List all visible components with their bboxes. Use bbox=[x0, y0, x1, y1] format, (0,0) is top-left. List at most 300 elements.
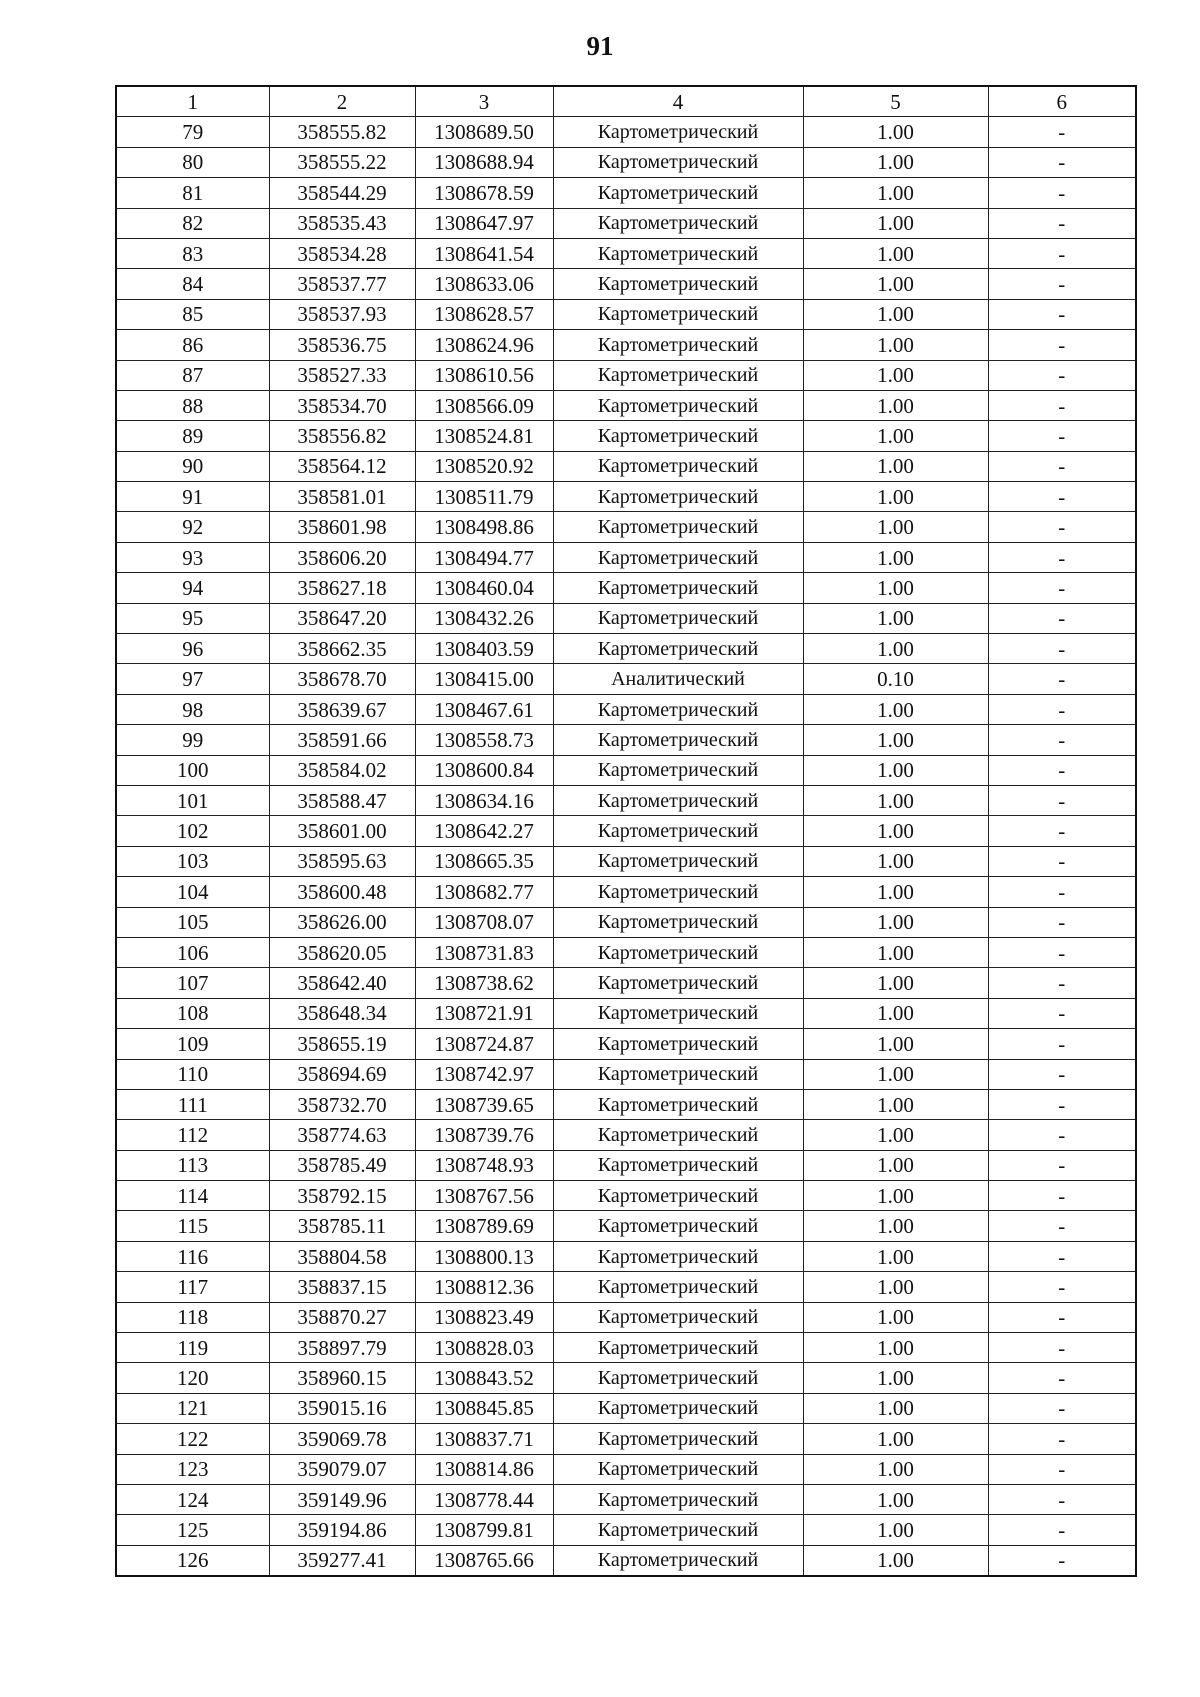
point-number-cell: 107 bbox=[116, 968, 269, 998]
x-coordinate-cell: 359015.16 bbox=[269, 1393, 415, 1423]
y-coordinate-cell: 1308739.76 bbox=[415, 1120, 553, 1150]
method-cell: Картометрический bbox=[553, 512, 803, 542]
table-row bbox=[116, 1515, 1136, 1545]
accuracy-cell: 1.00 bbox=[803, 1059, 988, 1089]
y-coordinate-cell: 1308566.09 bbox=[415, 390, 553, 420]
accuracy-cell: 1.00 bbox=[803, 1089, 988, 1119]
accuracy-cell: 1.00 bbox=[803, 1211, 988, 1241]
accuracy-cell: 1.00 bbox=[803, 968, 988, 998]
method-cell: Картометрический bbox=[553, 421, 803, 451]
table-row bbox=[116, 907, 1136, 937]
point-number-cell: 82 bbox=[116, 208, 269, 238]
accuracy-cell: 1.00 bbox=[803, 755, 988, 785]
point-number-cell: 90 bbox=[116, 451, 269, 481]
x-coordinate-cell: 358678.70 bbox=[269, 664, 415, 694]
x-coordinate-cell: 358535.43 bbox=[269, 208, 415, 238]
accuracy-cell: 1.00 bbox=[803, 1515, 988, 1545]
method-cell: Картометрический bbox=[553, 816, 803, 846]
note-cell: - bbox=[988, 1515, 1136, 1545]
note-cell: - bbox=[988, 877, 1136, 907]
x-coordinate-cell: 358647.20 bbox=[269, 603, 415, 633]
note-cell: - bbox=[988, 299, 1136, 329]
y-coordinate-cell: 1308498.86 bbox=[415, 512, 553, 542]
point-number-cell: 125 bbox=[116, 1515, 269, 1545]
accuracy-cell: 1.00 bbox=[803, 330, 988, 360]
note-cell: - bbox=[988, 451, 1136, 481]
note-cell: - bbox=[988, 573, 1136, 603]
table-row bbox=[116, 482, 1136, 512]
method-cell: Картометрический bbox=[553, 1393, 803, 1423]
method-cell: Картометрический bbox=[553, 1181, 803, 1211]
method-cell: Картометрический bbox=[553, 634, 803, 664]
method-cell: Картометрический bbox=[553, 542, 803, 572]
point-number-cell: 126 bbox=[116, 1545, 269, 1576]
y-coordinate-cell: 1308814.86 bbox=[415, 1454, 553, 1484]
table-row bbox=[116, 573, 1136, 603]
table-row bbox=[116, 846, 1136, 876]
y-coordinate-cell: 1308799.81 bbox=[415, 1515, 553, 1545]
column-header-1: 1 bbox=[116, 86, 269, 117]
note-cell: - bbox=[988, 603, 1136, 633]
point-number-cell: 113 bbox=[116, 1150, 269, 1180]
x-coordinate-cell: 358556.82 bbox=[269, 421, 415, 451]
point-number-cell: 121 bbox=[116, 1393, 269, 1423]
table-row bbox=[116, 1424, 1136, 1454]
point-number-cell: 96 bbox=[116, 634, 269, 664]
table-row bbox=[116, 208, 1136, 238]
point-number-cell: 106 bbox=[116, 937, 269, 967]
table-row bbox=[116, 998, 1136, 1028]
point-number-cell: 79 bbox=[116, 117, 269, 147]
y-coordinate-cell: 1308748.93 bbox=[415, 1150, 553, 1180]
x-coordinate-cell: 358536.75 bbox=[269, 330, 415, 360]
method-cell: Картометрический bbox=[553, 1545, 803, 1576]
method-cell: Картометрический bbox=[553, 937, 803, 967]
method-cell: Картометрический bbox=[553, 451, 803, 481]
table-header-row bbox=[116, 86, 1136, 117]
point-number-cell: 120 bbox=[116, 1363, 269, 1393]
point-number-cell: 93 bbox=[116, 542, 269, 572]
y-coordinate-cell: 1308724.87 bbox=[415, 1029, 553, 1059]
x-coordinate-cell: 358564.12 bbox=[269, 451, 415, 481]
x-coordinate-cell: 358600.48 bbox=[269, 877, 415, 907]
point-number-cell: 114 bbox=[116, 1181, 269, 1211]
x-coordinate-cell: 358732.70 bbox=[269, 1089, 415, 1119]
x-coordinate-cell: 358642.40 bbox=[269, 968, 415, 998]
table-row bbox=[116, 1363, 1136, 1393]
accuracy-cell: 1.00 bbox=[803, 573, 988, 603]
x-coordinate-cell: 358792.15 bbox=[269, 1181, 415, 1211]
accuracy-cell: 0.10 bbox=[803, 664, 988, 694]
accuracy-cell: 1.00 bbox=[803, 1363, 988, 1393]
method-cell: Картометрический bbox=[553, 482, 803, 512]
x-coordinate-cell: 358897.79 bbox=[269, 1333, 415, 1363]
point-number-cell: 87 bbox=[116, 360, 269, 390]
y-coordinate-cell: 1308721.91 bbox=[415, 998, 553, 1028]
note-cell: - bbox=[988, 937, 1136, 967]
method-cell: Картометрический bbox=[553, 390, 803, 420]
y-coordinate-cell: 1308708.07 bbox=[415, 907, 553, 937]
note-cell: - bbox=[988, 1545, 1136, 1576]
note-cell: - bbox=[988, 1029, 1136, 1059]
accuracy-cell: 1.00 bbox=[803, 421, 988, 451]
point-number-cell: 81 bbox=[116, 178, 269, 208]
method-cell: Картометрический bbox=[553, 299, 803, 329]
x-coordinate-cell: 358591.66 bbox=[269, 725, 415, 755]
point-number-cell: 123 bbox=[116, 1454, 269, 1484]
table-row bbox=[116, 299, 1136, 329]
method-cell: Картометрический bbox=[553, 208, 803, 238]
method-cell: Картометрический bbox=[553, 269, 803, 299]
note-cell: - bbox=[988, 1089, 1136, 1119]
accuracy-cell: 1.00 bbox=[803, 1454, 988, 1484]
accuracy-cell: 1.00 bbox=[803, 360, 988, 390]
point-number-cell: 99 bbox=[116, 725, 269, 755]
note-cell: - bbox=[988, 816, 1136, 846]
accuracy-cell: 1.00 bbox=[803, 1029, 988, 1059]
accuracy-cell: 1.00 bbox=[803, 603, 988, 633]
point-number-cell: 80 bbox=[116, 147, 269, 177]
note-cell: - bbox=[988, 1272, 1136, 1302]
method-cell: Картометрический bbox=[553, 968, 803, 998]
note-cell: - bbox=[988, 634, 1136, 664]
method-cell: Картометрический bbox=[553, 785, 803, 815]
note-cell: - bbox=[988, 1059, 1136, 1089]
y-coordinate-cell: 1308665.35 bbox=[415, 846, 553, 876]
x-coordinate-cell: 358694.69 bbox=[269, 1059, 415, 1089]
table-row bbox=[116, 937, 1136, 967]
point-number-cell: 101 bbox=[116, 785, 269, 815]
accuracy-cell: 1.00 bbox=[803, 299, 988, 329]
x-coordinate-cell: 358774.63 bbox=[269, 1120, 415, 1150]
accuracy-cell: 1.00 bbox=[803, 178, 988, 208]
y-coordinate-cell: 1308678.59 bbox=[415, 178, 553, 208]
y-coordinate-cell: 1308738.62 bbox=[415, 968, 553, 998]
method-cell: Картометрический bbox=[553, 238, 803, 268]
note-cell: - bbox=[988, 998, 1136, 1028]
y-coordinate-cell: 1308641.54 bbox=[415, 238, 553, 268]
point-number-cell: 109 bbox=[116, 1029, 269, 1059]
accuracy-cell: 1.00 bbox=[803, 1181, 988, 1211]
table-row bbox=[116, 664, 1136, 694]
table-row bbox=[116, 178, 1136, 208]
method-cell: Картометрический bbox=[553, 877, 803, 907]
method-cell: Картометрический bbox=[553, 998, 803, 1028]
point-number-cell: 119 bbox=[116, 1333, 269, 1363]
table-row bbox=[116, 117, 1136, 147]
x-coordinate-cell: 358584.02 bbox=[269, 755, 415, 785]
accuracy-cell: 1.00 bbox=[803, 634, 988, 664]
point-number-cell: 110 bbox=[116, 1059, 269, 1089]
accuracy-cell: 1.00 bbox=[803, 785, 988, 815]
table-row bbox=[116, 1302, 1136, 1332]
x-coordinate-cell: 358555.22 bbox=[269, 147, 415, 177]
point-number-cell: 112 bbox=[116, 1120, 269, 1150]
point-number-cell: 84 bbox=[116, 269, 269, 299]
table-row bbox=[116, 877, 1136, 907]
note-cell: - bbox=[988, 238, 1136, 268]
x-coordinate-cell: 358662.35 bbox=[269, 634, 415, 664]
method-cell: Картометрический bbox=[553, 330, 803, 360]
x-coordinate-cell: 359277.41 bbox=[269, 1545, 415, 1576]
y-coordinate-cell: 1308633.06 bbox=[415, 269, 553, 299]
point-number-cell: 116 bbox=[116, 1241, 269, 1271]
note-cell: - bbox=[988, 390, 1136, 420]
accuracy-cell: 1.00 bbox=[803, 1545, 988, 1576]
y-coordinate-cell: 1308642.27 bbox=[415, 816, 553, 846]
x-coordinate-cell: 358527.33 bbox=[269, 360, 415, 390]
note-cell: - bbox=[988, 1393, 1136, 1423]
y-coordinate-cell: 1308403.59 bbox=[415, 634, 553, 664]
table-row bbox=[116, 634, 1136, 664]
accuracy-cell: 1.00 bbox=[803, 512, 988, 542]
y-coordinate-cell: 1308511.79 bbox=[415, 482, 553, 512]
point-number-cell: 92 bbox=[116, 512, 269, 542]
accuracy-cell: 1.00 bbox=[803, 846, 988, 876]
x-coordinate-cell: 358606.20 bbox=[269, 542, 415, 572]
point-number-cell: 105 bbox=[116, 907, 269, 937]
note-cell: - bbox=[988, 208, 1136, 238]
y-coordinate-cell: 1308624.96 bbox=[415, 330, 553, 360]
accuracy-cell: 1.00 bbox=[803, 482, 988, 512]
y-coordinate-cell: 1308765.66 bbox=[415, 1545, 553, 1576]
x-coordinate-cell: 358555.82 bbox=[269, 117, 415, 147]
x-coordinate-cell: 358544.29 bbox=[269, 178, 415, 208]
y-coordinate-cell: 1308812.36 bbox=[415, 1272, 553, 1302]
point-number-cell: 122 bbox=[116, 1424, 269, 1454]
accuracy-cell: 1.00 bbox=[803, 907, 988, 937]
note-cell: - bbox=[988, 178, 1136, 208]
table-row bbox=[116, 147, 1136, 177]
x-coordinate-cell: 358537.93 bbox=[269, 299, 415, 329]
method-cell: Картометрический bbox=[553, 1241, 803, 1271]
method-cell: Картометрический bbox=[553, 147, 803, 177]
accuracy-cell: 1.00 bbox=[803, 238, 988, 268]
table-row bbox=[116, 1211, 1136, 1241]
y-coordinate-cell: 1308742.97 bbox=[415, 1059, 553, 1089]
note-cell: - bbox=[988, 1150, 1136, 1180]
x-coordinate-cell: 358785.49 bbox=[269, 1150, 415, 1180]
accuracy-cell: 1.00 bbox=[803, 694, 988, 724]
note-cell: - bbox=[988, 542, 1136, 572]
accuracy-cell: 1.00 bbox=[803, 208, 988, 238]
x-coordinate-cell: 358627.18 bbox=[269, 573, 415, 603]
table-row bbox=[116, 542, 1136, 572]
note-cell: - bbox=[988, 968, 1136, 998]
note-cell: - bbox=[988, 1484, 1136, 1514]
note-cell: - bbox=[988, 512, 1136, 542]
accuracy-cell: 1.00 bbox=[803, 1424, 988, 1454]
x-coordinate-cell: 358870.27 bbox=[269, 1302, 415, 1332]
y-coordinate-cell: 1308843.52 bbox=[415, 1363, 553, 1393]
y-coordinate-cell: 1308828.03 bbox=[415, 1333, 553, 1363]
x-coordinate-cell: 358837.15 bbox=[269, 1272, 415, 1302]
method-cell: Картометрический bbox=[553, 360, 803, 390]
y-coordinate-cell: 1308778.44 bbox=[415, 1484, 553, 1514]
table-row bbox=[116, 1029, 1136, 1059]
note-cell: - bbox=[988, 1302, 1136, 1332]
y-coordinate-cell: 1308789.69 bbox=[415, 1211, 553, 1241]
y-coordinate-cell: 1308837.71 bbox=[415, 1424, 553, 1454]
table-row bbox=[116, 1393, 1136, 1423]
accuracy-cell: 1.00 bbox=[803, 451, 988, 481]
table-row bbox=[116, 1120, 1136, 1150]
x-coordinate-cell: 358655.19 bbox=[269, 1029, 415, 1059]
x-coordinate-cell: 358960.15 bbox=[269, 1363, 415, 1393]
note-cell: - bbox=[988, 1424, 1136, 1454]
table-body bbox=[116, 117, 1136, 1576]
x-coordinate-cell: 358601.98 bbox=[269, 512, 415, 542]
method-cell: Картометрический bbox=[553, 603, 803, 633]
table-row bbox=[116, 968, 1136, 998]
note-cell: - bbox=[988, 360, 1136, 390]
accuracy-cell: 1.00 bbox=[803, 998, 988, 1028]
accuracy-cell: 1.00 bbox=[803, 937, 988, 967]
y-coordinate-cell: 1308823.49 bbox=[415, 1302, 553, 1332]
y-coordinate-cell: 1308558.73 bbox=[415, 725, 553, 755]
accuracy-cell: 1.00 bbox=[803, 542, 988, 572]
note-cell: - bbox=[988, 330, 1136, 360]
method-cell: Картометрический bbox=[553, 755, 803, 785]
method-cell: Картометрический bbox=[553, 1272, 803, 1302]
note-cell: - bbox=[988, 482, 1136, 512]
point-number-cell: 91 bbox=[116, 482, 269, 512]
point-number-cell: 111 bbox=[116, 1089, 269, 1119]
y-coordinate-cell: 1308520.92 bbox=[415, 451, 553, 481]
table-row bbox=[116, 1059, 1136, 1089]
y-coordinate-cell: 1308634.16 bbox=[415, 785, 553, 815]
note-cell: - bbox=[988, 785, 1136, 815]
x-coordinate-cell: 358639.67 bbox=[269, 694, 415, 724]
y-coordinate-cell: 1308524.81 bbox=[415, 421, 553, 451]
y-coordinate-cell: 1308432.26 bbox=[415, 603, 553, 633]
column-header-4: 4 bbox=[553, 86, 803, 117]
table-row bbox=[116, 1150, 1136, 1180]
note-cell: - bbox=[988, 1363, 1136, 1393]
point-number-cell: 97 bbox=[116, 664, 269, 694]
method-cell: Картометрический bbox=[553, 694, 803, 724]
table-row bbox=[116, 1181, 1136, 1211]
note-cell: - bbox=[988, 846, 1136, 876]
table-row bbox=[116, 451, 1136, 481]
point-number-cell: 124 bbox=[116, 1484, 269, 1514]
y-coordinate-cell: 1308467.61 bbox=[415, 694, 553, 724]
note-cell: - bbox=[988, 269, 1136, 299]
table-row bbox=[116, 694, 1136, 724]
method-cell: Картометрический bbox=[553, 846, 803, 876]
x-coordinate-cell: 358588.47 bbox=[269, 785, 415, 815]
x-coordinate-cell: 359079.07 bbox=[269, 1454, 415, 1484]
table-row bbox=[116, 390, 1136, 420]
table-row bbox=[116, 1272, 1136, 1302]
point-number-cell: 104 bbox=[116, 877, 269, 907]
method-cell: Картометрический bbox=[553, 1333, 803, 1363]
method-cell: Картометрический bbox=[553, 178, 803, 208]
accuracy-cell: 1.00 bbox=[803, 877, 988, 907]
point-number-cell: 88 bbox=[116, 390, 269, 420]
accuracy-cell: 1.00 bbox=[803, 269, 988, 299]
method-cell: Картометрический bbox=[553, 1059, 803, 1089]
note-cell: - bbox=[988, 1120, 1136, 1150]
method-cell: Картометрический bbox=[553, 117, 803, 147]
table-row bbox=[116, 1484, 1136, 1514]
point-number-cell: 102 bbox=[116, 816, 269, 846]
y-coordinate-cell: 1308688.94 bbox=[415, 147, 553, 177]
note-cell: - bbox=[988, 755, 1136, 785]
x-coordinate-cell: 358595.63 bbox=[269, 846, 415, 876]
point-number-cell: 108 bbox=[116, 998, 269, 1028]
method-cell: Картометрический bbox=[553, 1211, 803, 1241]
method-cell: Картометрический bbox=[553, 1454, 803, 1484]
point-number-cell: 103 bbox=[116, 846, 269, 876]
note-cell: - bbox=[988, 1333, 1136, 1363]
x-coordinate-cell: 358648.34 bbox=[269, 998, 415, 1028]
point-number-cell: 83 bbox=[116, 238, 269, 268]
method-cell: Картометрический bbox=[553, 1150, 803, 1180]
point-number-cell: 117 bbox=[116, 1272, 269, 1302]
y-coordinate-cell: 1308845.85 bbox=[415, 1393, 553, 1423]
accuracy-cell: 1.00 bbox=[803, 1272, 988, 1302]
accuracy-cell: 1.00 bbox=[803, 1484, 988, 1514]
y-coordinate-cell: 1308460.04 bbox=[415, 573, 553, 603]
point-number-cell: 86 bbox=[116, 330, 269, 360]
accuracy-cell: 1.00 bbox=[803, 1120, 988, 1150]
x-coordinate-cell: 358534.70 bbox=[269, 390, 415, 420]
y-coordinate-cell: 1308739.65 bbox=[415, 1089, 553, 1119]
page-number: 91 bbox=[586, 31, 614, 61]
point-number-cell: 85 bbox=[116, 299, 269, 329]
point-number-cell: 100 bbox=[116, 755, 269, 785]
table-row bbox=[116, 238, 1136, 268]
note-cell: - bbox=[988, 1181, 1136, 1211]
method-cell: Картометрический bbox=[553, 573, 803, 603]
coordinates-table bbox=[115, 85, 1137, 1577]
note-cell: - bbox=[988, 1211, 1136, 1241]
accuracy-cell: 1.00 bbox=[803, 1333, 988, 1363]
accuracy-cell: 1.00 bbox=[803, 725, 988, 755]
x-coordinate-cell: 358534.28 bbox=[269, 238, 415, 268]
x-coordinate-cell: 359149.96 bbox=[269, 1484, 415, 1514]
note-cell: - bbox=[988, 664, 1136, 694]
accuracy-cell: 1.00 bbox=[803, 147, 988, 177]
note-cell: - bbox=[988, 421, 1136, 451]
x-coordinate-cell: 358601.00 bbox=[269, 816, 415, 846]
y-coordinate-cell: 1308600.84 bbox=[415, 755, 553, 785]
method-cell: Картометрический bbox=[553, 1363, 803, 1393]
point-number-cell: 95 bbox=[116, 603, 269, 633]
method-cell: Картометрический bbox=[553, 1424, 803, 1454]
table-row bbox=[116, 816, 1136, 846]
column-header-5: 5 bbox=[803, 86, 988, 117]
method-cell: Картометрический bbox=[553, 1484, 803, 1514]
method-cell: Картометрический bbox=[553, 1302, 803, 1332]
x-coordinate-cell: 359069.78 bbox=[269, 1424, 415, 1454]
table-row bbox=[116, 1545, 1136, 1576]
point-number-cell: 94 bbox=[116, 573, 269, 603]
y-coordinate-cell: 1308731.83 bbox=[415, 937, 553, 967]
accuracy-cell: 1.00 bbox=[803, 1241, 988, 1271]
x-coordinate-cell: 358626.00 bbox=[269, 907, 415, 937]
table-row bbox=[116, 512, 1136, 542]
table-row bbox=[116, 785, 1136, 815]
note-cell: - bbox=[988, 725, 1136, 755]
accuracy-cell: 1.00 bbox=[803, 1150, 988, 1180]
note-cell: - bbox=[988, 694, 1136, 724]
method-cell: Картометрический bbox=[553, 1029, 803, 1059]
table-row bbox=[116, 755, 1136, 785]
accuracy-cell: 1.00 bbox=[803, 1393, 988, 1423]
table-row bbox=[116, 725, 1136, 755]
